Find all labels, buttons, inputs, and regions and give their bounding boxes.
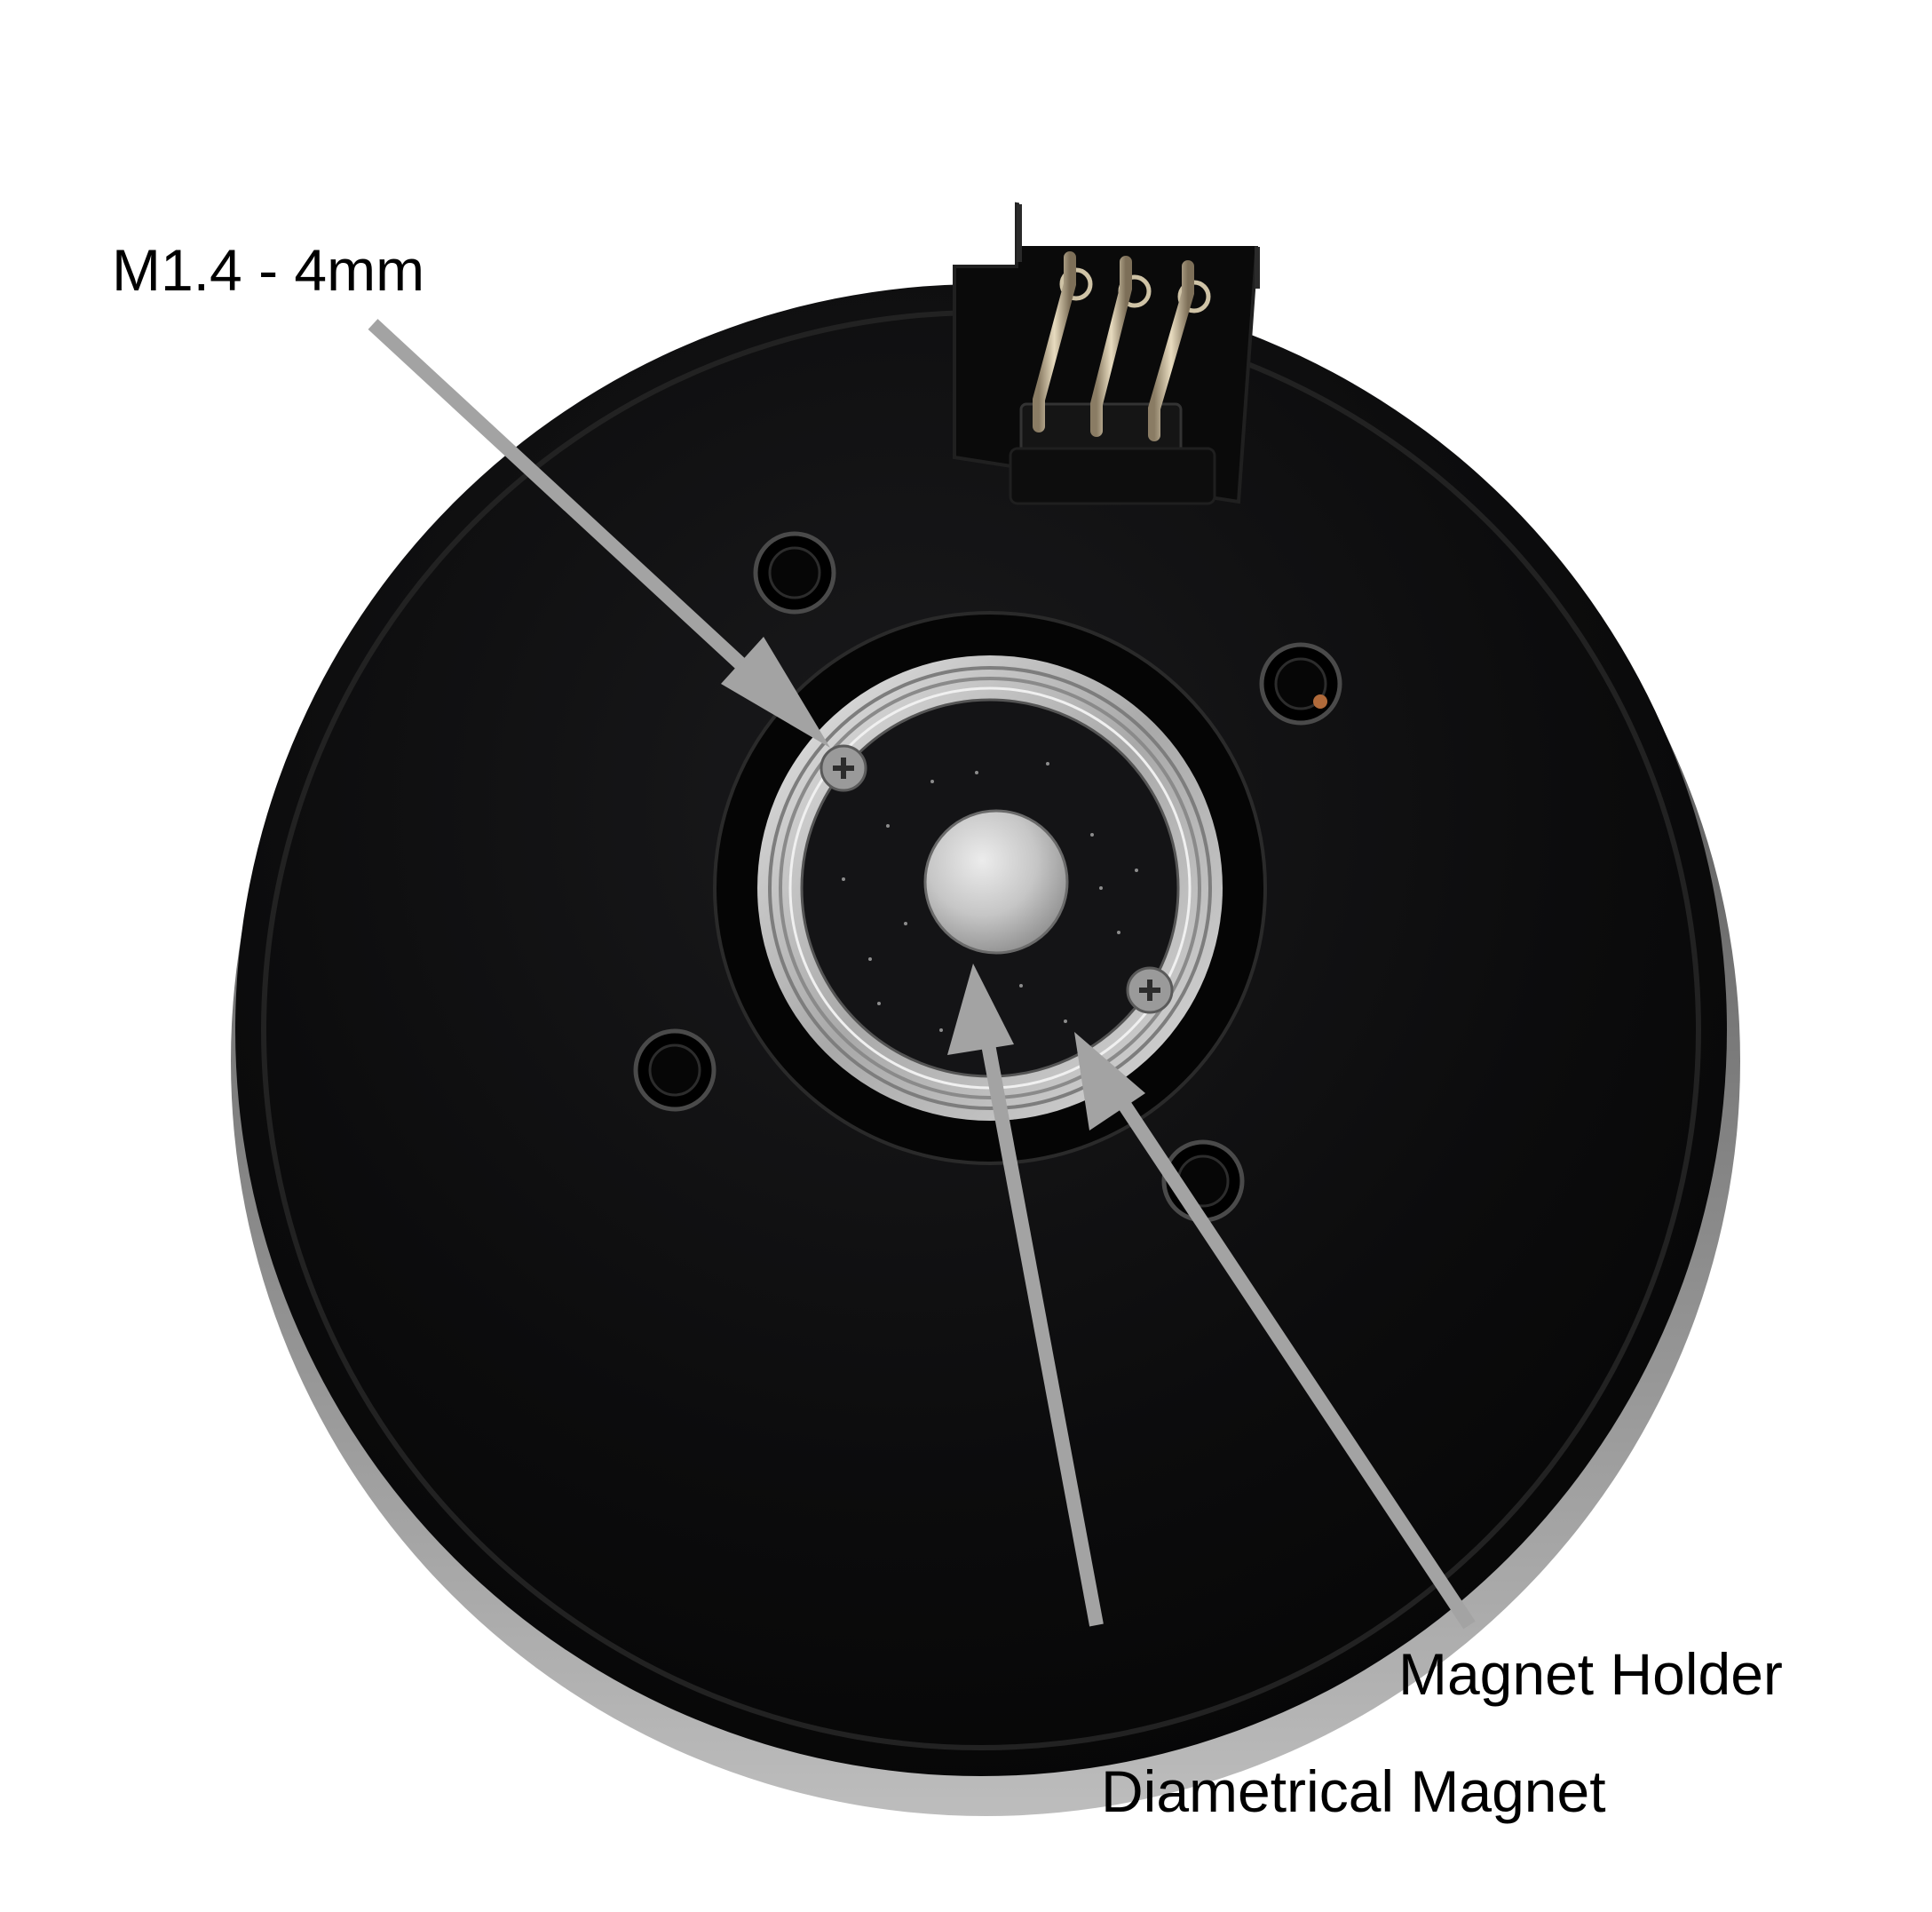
header-pcb <box>1010 448 1215 504</box>
diametrical-magnet <box>925 811 1067 953</box>
mounting-hole-right <box>1262 645 1340 723</box>
magnet-holder-label: Magnet Holder <box>1398 1641 1783 1707</box>
diametrical-magnet-label: Diametrical Magnet <box>1101 1758 1606 1824</box>
mounting-hole-top-left <box>756 534 834 612</box>
screw-bottom-right <box>1128 968 1172 1012</box>
screw-size-label: M1.4 - 4mm <box>112 237 425 303</box>
screw-top-left <box>821 746 866 790</box>
notch-white-gap <box>1019 200 1259 246</box>
mounting-hole-bottom-left <box>636 1031 714 1109</box>
